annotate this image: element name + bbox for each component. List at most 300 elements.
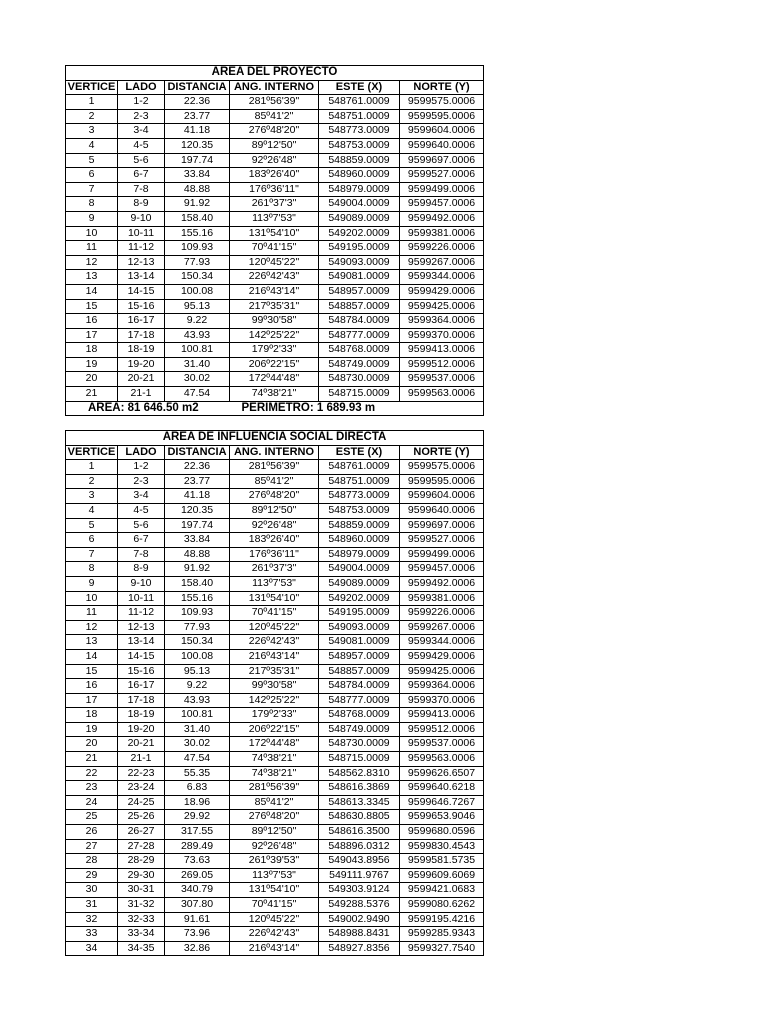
cell-distancia: 73.63 [165,854,230,869]
table-row [66,153,484,168]
cell-este: 548896.0312 [319,839,400,854]
cell-lado: 29-30 [118,868,165,883]
cell-vertice: 3 [66,489,118,504]
cell-distancia: 22.36 [165,95,230,110]
cell-lado: 23-24 [118,781,165,796]
cell-distancia: 47.54 [165,387,230,402]
table-row [66,693,484,708]
cell-lado: 27-28 [118,839,165,854]
cell-ang-interno: 179º2'33" [230,708,319,723]
cell-lado: 19-20 [118,357,165,372]
cell-vertice: 6 [66,168,118,183]
cell-este: 548979.0009 [319,547,400,562]
cell-lado: 10-11 [118,226,165,241]
cell-norte: 9599512.0006 [400,722,484,737]
cell-lado: 32-33 [118,912,165,927]
area-value: ÁREA: 81 646.50 m2 [66,401,230,416]
cell-ang-interno: 142º25'22" [230,328,319,343]
table-body [66,95,484,401]
cell-este: 548749.0009 [319,357,400,372]
cell-distancia: 23.77 [165,474,230,489]
cell-ang-interno: 183º26'40" [230,168,319,183]
area-proyecto-table [65,65,484,416]
table-row [66,387,484,402]
cell-norte: 9599527.0006 [400,533,484,548]
cell-vertice: 10 [66,226,118,241]
cell-distancia: 30.02 [165,737,230,752]
cell-norte: 9599429.0006 [400,649,484,664]
table-row [66,766,484,781]
cell-ang-interno: 85º41'2" [230,795,319,810]
cell-vertice: 5 [66,518,118,533]
cell-distancia: 100.08 [165,649,230,664]
cell-este: 548784.0009 [319,679,400,694]
cell-lado: 12-13 [118,620,165,635]
cell-este: 549004.0009 [319,562,400,577]
cell-distancia: 6.83 [165,781,230,796]
cell-vertice: 23 [66,781,118,796]
cell-distancia: 100.81 [165,708,230,723]
table-row [66,241,484,256]
cell-distancia: 100.08 [165,284,230,299]
cell-este: 548616.3500 [319,825,400,840]
cell-distancia: 18.96 [165,795,230,810]
cell-este: 548616.3869 [319,781,400,796]
cell-vertice: 14 [66,284,118,299]
table-row [66,314,484,329]
cell-este: 549081.0009 [319,635,400,650]
cell-este: 548960.0009 [319,168,400,183]
table-row [66,825,484,840]
cell-vertice: 20 [66,372,118,387]
cell-vertice: 11 [66,241,118,256]
cell-norte: 9599581.5735 [400,854,484,869]
cell-este: 548859.0009 [319,153,400,168]
cell-norte: 9599830.4543 [400,839,484,854]
cell-distancia: 9.22 [165,314,230,329]
cell-vertice: 6 [66,533,118,548]
table-row [66,679,484,694]
cell-vertice: 31 [66,898,118,913]
cell-vertice: 32 [66,912,118,927]
cell-norte: 9599195.4216 [400,912,484,927]
cell-ang-interno: 281º56'39" [230,95,319,110]
cell-norte: 9599626.6507 [400,766,484,781]
table-row [66,722,484,737]
table-row [66,211,484,226]
cell-distancia: 150.34 [165,270,230,285]
table-row [66,95,484,110]
cell-vertice: 16 [66,314,118,329]
cell-ang-interno: 176º36'11" [230,182,319,197]
cell-norte: 9599370.0006 [400,328,484,343]
cell-ang-interno: 85º41'2" [230,109,319,124]
cell-vertice: 17 [66,328,118,343]
cell-este: 548857.0009 [319,664,400,679]
cell-este: 548768.0009 [319,708,400,723]
cell-norte: 9599640.0006 [400,138,484,153]
cell-este: 548777.0009 [319,328,400,343]
cell-distancia: 77.93 [165,620,230,635]
cell-lado: 11-12 [118,606,165,621]
cell-ang-interno: 113º7'53" [230,211,319,226]
cell-norte: 9599640.6218 [400,781,484,796]
cell-este: 549093.0009 [319,255,400,270]
col-este: ESTE (X) [319,80,400,95]
table-row [66,781,484,796]
cell-este: 548777.0009 [319,693,400,708]
cell-vertice: 8 [66,562,118,577]
table-row [66,635,484,650]
cell-lado: 16-17 [118,679,165,694]
cell-norte: 9599646.7267 [400,795,484,810]
cell-ang-interno: 131º54'10" [230,883,319,898]
cell-distancia: 33.84 [165,533,230,548]
cell-lado: 20-21 [118,737,165,752]
cell-este: 549111.9767 [319,868,400,883]
cell-ang-interno: 176º36'11" [230,547,319,562]
table-row [66,182,484,197]
cell-este: 548761.0009 [319,95,400,110]
cell-ang-interno: 120º45'22" [230,255,319,270]
cell-este: 548715.0009 [319,387,400,402]
table-row [66,343,484,358]
cell-norte: 9599413.0006 [400,708,484,723]
table-row [66,941,484,956]
cell-este: 548979.0009 [319,182,400,197]
table-row [66,547,484,562]
table-row [66,649,484,664]
cell-distancia: 91.92 [165,197,230,212]
col-norte: NORTE (Y) [400,80,484,95]
cell-norte: 9599421.0683 [400,883,484,898]
cell-ang-interno: 89º12'50" [230,503,319,518]
area-influencia-table [65,430,484,956]
cell-norte: 9599226.0006 [400,241,484,256]
cell-vertice: 2 [66,474,118,489]
cell-lado: 13-14 [118,270,165,285]
cell-distancia: 73.96 [165,927,230,942]
cell-norte: 9599267.0006 [400,620,484,635]
cell-distancia: 91.61 [165,912,230,927]
table-row [66,562,484,577]
table-row [66,576,484,591]
cell-norte: 9599457.0006 [400,197,484,212]
table-row [66,138,484,153]
cell-este: 548988.8431 [319,927,400,942]
cell-distancia: 317.55 [165,825,230,840]
cell-distancia: 41.18 [165,489,230,504]
cell-lado: 17-18 [118,693,165,708]
cell-ang-interno: 172º44'48" [230,372,319,387]
cell-norte: 9599512.0006 [400,357,484,372]
cell-lado: 33-34 [118,927,165,942]
cell-vertice: 18 [66,708,118,723]
cell-ang-interno: 183º26'40" [230,533,319,548]
cell-vertice: 1 [66,460,118,475]
cell-lado: 2-3 [118,474,165,489]
cell-vertice: 7 [66,547,118,562]
cell-norte: 9599499.0006 [400,182,484,197]
cell-este: 549089.0009 [319,576,400,591]
cell-este: 548630.8805 [319,810,400,825]
cell-este: 548715.0009 [319,752,400,767]
cell-ang-interno: 276º48'20" [230,124,319,139]
cell-ang-interno: 206º22'15" [230,357,319,372]
cell-norte: 9599527.0006 [400,168,484,183]
cell-lado: 9-10 [118,576,165,591]
cell-este: 548753.0009 [319,138,400,153]
cell-lado: 7-8 [118,182,165,197]
cell-distancia: 9.22 [165,679,230,694]
cell-vertice: 19 [66,357,118,372]
cell-norte: 9599609.6069 [400,868,484,883]
cell-este: 549043.8956 [319,854,400,869]
table-row [66,109,484,124]
col-lado: LADO [118,445,165,460]
table-row [66,168,484,183]
cell-vertice: 28 [66,854,118,869]
cell-ang-interno: 99º30'58" [230,679,319,694]
cell-norte: 9599344.0006 [400,270,484,285]
cell-este: 549288.5376 [319,898,400,913]
cell-ang-interno: 120º45'22" [230,912,319,927]
cell-ang-interno: 85º41'2" [230,474,319,489]
cell-este: 548730.0009 [319,737,400,752]
cell-vertice: 18 [66,343,118,358]
cell-ang-interno: 92º26'48" [230,518,319,533]
cell-este: 548730.0009 [319,372,400,387]
cell-vertice: 4 [66,503,118,518]
cell-distancia: 155.16 [165,226,230,241]
cell-ang-interno: 216º43'14" [230,941,319,956]
table-row [66,357,484,372]
cell-lado: 13-14 [118,635,165,650]
cell-norte: 9599327.7540 [400,941,484,956]
cell-este: 549004.0009 [319,197,400,212]
cell-distancia: 91.92 [165,562,230,577]
cell-ang-interno: 131º54'10" [230,226,319,241]
table-row [66,474,484,489]
cell-distancia: 289.49 [165,839,230,854]
cell-lado: 10-11 [118,591,165,606]
cell-ang-interno: 261º39'53" [230,854,319,869]
cell-distancia: 48.88 [165,547,230,562]
col-norte: NORTE (Y) [400,445,484,460]
cell-lado: 14-15 [118,649,165,664]
table-row [66,460,484,475]
cell-este: 549002.9490 [319,912,400,927]
table-row [66,124,484,139]
cell-lado: 24-25 [118,795,165,810]
cell-vertice: 4 [66,138,118,153]
cell-este: 549195.0009 [319,606,400,621]
cell-lado: 5-6 [118,153,165,168]
cell-este: 548751.0009 [319,474,400,489]
cell-lado: 18-19 [118,343,165,358]
cell-norte: 9599285.9343 [400,927,484,942]
cell-lado: 28-29 [118,854,165,869]
cell-norte: 9599425.0006 [400,664,484,679]
cell-este: 549202.0009 [319,226,400,241]
cell-norte: 9599267.0006 [400,255,484,270]
cell-distancia: 48.88 [165,182,230,197]
cell-vertice: 12 [66,255,118,270]
cell-norte: 9599595.0006 [400,109,484,124]
cell-vertice: 15 [66,299,118,314]
cell-este: 548613.3345 [319,795,400,810]
cell-norte: 9599344.0006 [400,635,484,650]
cell-este: 548927.8356 [319,941,400,956]
cell-distancia: 340.79 [165,883,230,898]
cell-vertice: 25 [66,810,118,825]
cell-lado: 4-5 [118,503,165,518]
cell-lado: 1-2 [118,460,165,475]
cell-ang-interno: 89º12'50" [230,138,319,153]
cell-vertice: 26 [66,825,118,840]
cell-norte: 9599381.0006 [400,591,484,606]
cell-este: 549303.9124 [319,883,400,898]
cell-ang-interno: 120º45'22" [230,620,319,635]
cell-vertice: 29 [66,868,118,883]
cell-distancia: 155.16 [165,591,230,606]
cell-ang-interno: 206º22'15" [230,722,319,737]
cell-lado: 22-23 [118,766,165,781]
cell-vertice: 7 [66,182,118,197]
cell-distancia: 158.40 [165,576,230,591]
cell-ang-interno: 131º54'10" [230,591,319,606]
table-row [66,197,484,212]
table-row [66,255,484,270]
cell-este: 549202.0009 [319,591,400,606]
cell-ang-interno: 217º35'31" [230,299,319,314]
cell-ang-interno: 226º42'43" [230,927,319,942]
cell-distancia: 197.74 [165,518,230,533]
cell-ang-interno: 276º48'20" [230,489,319,504]
cell-este: 548761.0009 [319,460,400,475]
cell-lado: 1-2 [118,95,165,110]
cell-lado: 16-17 [118,314,165,329]
cell-lado: 19-20 [118,722,165,737]
cell-lado: 3-4 [118,124,165,139]
table-row [66,591,484,606]
cell-distancia: 29.92 [165,810,230,825]
cell-vertice: 21 [66,752,118,767]
table-row [66,912,484,927]
cell-norte: 9599364.0006 [400,679,484,694]
table-row [66,810,484,825]
table-row [66,533,484,548]
table-title: ÁREA DE INFLUENCIA SOCIAL DIRECTA [66,431,484,446]
cell-norte: 9599575.0006 [400,95,484,110]
col-ang-interno: ANG. INTERNO [230,445,319,460]
cell-lado: 4-5 [118,138,165,153]
cell-norte: 9599563.0006 [400,387,484,402]
cell-norte: 9599604.0006 [400,489,484,504]
cell-lado: 9-10 [118,211,165,226]
cell-vertice: 20 [66,737,118,752]
cell-ang-interno: 74º38'21" [230,752,319,767]
cell-vertice: 10 [66,591,118,606]
table-row [66,664,484,679]
cell-distancia: 77.93 [165,255,230,270]
cell-lado: 15-16 [118,664,165,679]
cell-vertice: 12 [66,620,118,635]
cell-distancia: 47.54 [165,752,230,767]
cell-ang-interno: 142º25'22" [230,693,319,708]
cell-distancia: 109.93 [165,606,230,621]
cell-norte: 9599425.0006 [400,299,484,314]
cell-vertice: 8 [66,197,118,212]
cell-lado: 21-1 [118,387,165,402]
cell-este: 548957.0009 [319,284,400,299]
cell-distancia: 95.13 [165,299,230,314]
cell-vertice: 17 [66,693,118,708]
cell-ang-interno: 92º26'48" [230,153,319,168]
cell-vertice: 24 [66,795,118,810]
cell-norte: 9599697.0006 [400,518,484,533]
header-row [66,445,484,460]
cell-vertice: 9 [66,576,118,591]
cell-norte: 9599697.0006 [400,153,484,168]
cell-vertice: 1 [66,95,118,110]
cell-norte: 9599537.0006 [400,372,484,387]
cell-vertice: 11 [66,606,118,621]
cell-ang-interno: 70º41'15" [230,241,319,256]
table-row [66,927,484,942]
cell-distancia: 43.93 [165,693,230,708]
table-row [66,372,484,387]
cell-vertice: 19 [66,722,118,737]
cell-este: 548773.0009 [319,124,400,139]
cell-distancia: 269.05 [165,868,230,883]
table-row [66,898,484,913]
cell-ang-interno: 179º2'33" [230,343,319,358]
table-row [66,226,484,241]
cell-lado: 34-35 [118,941,165,956]
table-row [66,868,484,883]
cell-norte: 9599575.0006 [400,460,484,475]
table-row [66,503,484,518]
cell-norte: 9599653.9046 [400,810,484,825]
col-ang-interno: ANG. INTERNO [230,80,319,95]
perimeter-value: PERÍMETRO: 1 689.93 m [230,401,484,416]
table-body [66,460,484,956]
cell-lado: 21-1 [118,752,165,767]
cell-vertice: 9 [66,211,118,226]
cell-lado: 15-16 [118,299,165,314]
cell-norte: 9599226.0006 [400,606,484,621]
cell-vertice: 33 [66,927,118,942]
cell-este: 548753.0009 [319,503,400,518]
cell-este: 549081.0009 [319,270,400,285]
cell-lado: 30-31 [118,883,165,898]
cell-lado: 14-15 [118,284,165,299]
cell-este: 548751.0009 [319,109,400,124]
cell-distancia: 33.84 [165,168,230,183]
cell-ang-interno: 226º42'43" [230,635,319,650]
cell-norte: 9599563.0006 [400,752,484,767]
cell-distancia: 30.02 [165,372,230,387]
cell-distancia: 120.35 [165,138,230,153]
table-row [66,708,484,723]
cell-ang-interno: 276º48'20" [230,810,319,825]
cell-distancia: 55.35 [165,766,230,781]
table-row [66,518,484,533]
cell-este: 548857.0009 [319,299,400,314]
cell-vertice: 34 [66,941,118,956]
cell-distancia: 31.40 [165,357,230,372]
